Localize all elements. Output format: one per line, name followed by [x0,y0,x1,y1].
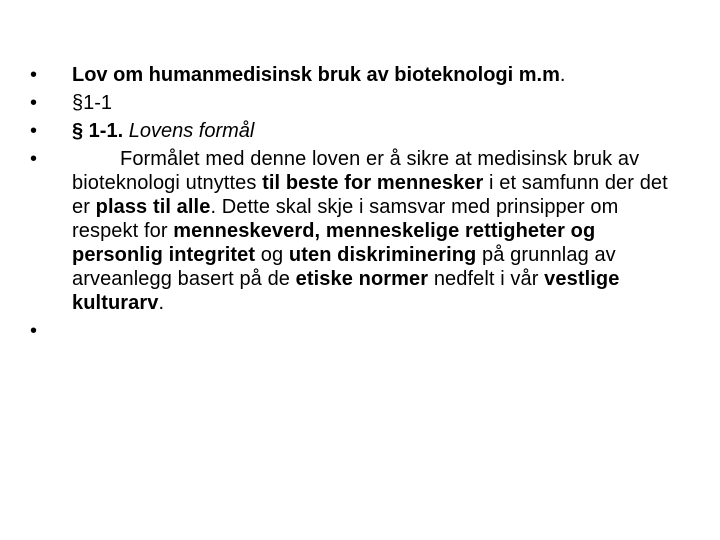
section-number: §1-1 [72,92,113,114]
purpose-text-4: og [255,244,289,266]
bullet-item-section [30,91,680,115]
bullet-marker: • [30,120,38,142]
bullet-marker: • [30,92,38,114]
purpose-bold-2: plass til alle [95,196,211,218]
bullet-item-law-title [30,63,680,87]
purpose-bold-6: vestlige kulturarv [72,268,620,314]
bullet-item-empty [30,319,680,343]
purpose-bold-3: menneskeverd, menneskelige rettigheter og personlig integritet [72,220,596,266]
purpose-bold-5: etiske normer [295,268,429,290]
purpose-text-7: . [158,292,165,314]
purpose-text-6: nedfelt i vår [428,268,545,290]
bullet-item-purpose [30,147,680,315]
purpose-text-1: Formålet med denne loven er å sikre at medisinsk bruk av bioteknologi utnyttes [72,148,640,194]
law-title-period: . [559,64,566,86]
bullet-item-section-heading [30,119,680,143]
bullet-marker: • [30,64,38,86]
purpose-text-5: på grunnlag av arveanlegg basert på de [72,244,616,290]
purpose-text-3: . Dette skal skje i samsvar med prinsipper om respekt for [72,196,619,242]
bullet-marker: • [30,320,38,342]
law-title: Lov om humanmedisinsk bruk av bioteknologi m.m [72,64,560,86]
purpose-text-2: i et samfunn der det er [72,172,668,218]
section-heading-number: § 1-1. [72,120,124,142]
purpose-bold-1: til beste for mennesker [262,172,484,194]
bullet-marker: • [30,148,38,170]
bullet-list [30,63,680,347]
purpose-bold-4: uten diskriminering [288,244,477,266]
section-heading-title: Lovens formål [123,120,255,142]
